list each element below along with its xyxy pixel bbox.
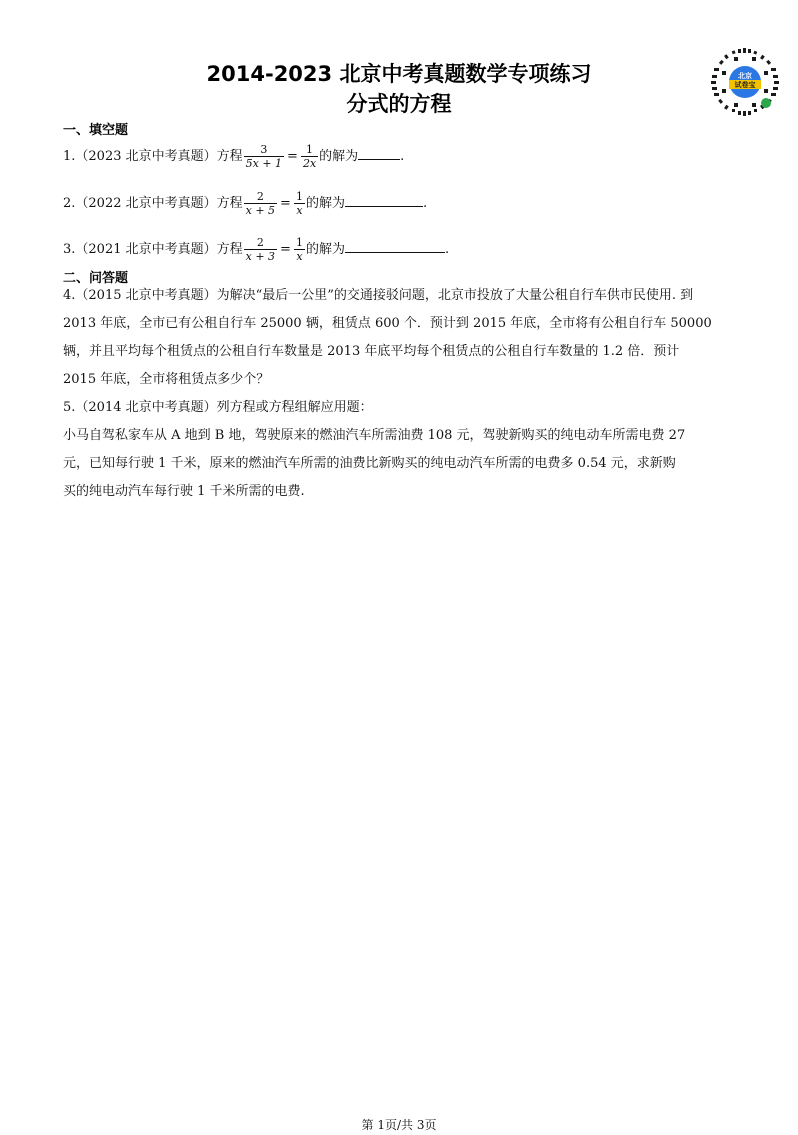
question-4-line: 4.（2015 北京中考真题）为解决“最后一公里”的交通接驳问题，北京市投放了大量公租自行车供市民使用. 到 <box>63 288 694 303</box>
question-5-line: 5.（2014 北京中考真题）列方程或方程组解应用题： <box>63 400 373 415</box>
question-1: 1.（2023 北京中考真题）方程 $\frac{3}{5x + 1}$ = $\frac{1}{2x}$ 的解为 . <box>63 143 405 170</box>
question-2: 2.（2022 北京中考真题）方程 $\frac{2}{x + 5}$ = $\frac{1}{x}$ 的解为 . <box>63 190 428 217</box>
qr-code-icon <box>710 47 780 117</box>
svg-text:试卷宝: 试卷宝 <box>734 81 756 89</box>
question-5-line: 小马自驾私家车从 A 地到 B 地，驾驶原来的燃油汽车所需油费 108 元，驾驶新购买的纯电动车所需电费 27 <box>63 428 686 443</box>
question-5-line: 元，已知每行驶 1 千米，原来的燃油汽车所需的油费比新购买的纯电动汽车所需的电费多 0.54 元，求新购 <box>63 456 676 471</box>
question-4 <box>63 282 733 394</box>
page-title-line2: 分式的方程 <box>346 92 452 116</box>
section-heading-fill-in: 一、填空题 <box>63 123 129 138</box>
answer-blank <box>345 194 423 207</box>
question-4-line: 2015 年底，全市将租赁点多少个？ <box>63 372 270 387</box>
question-5-line: 买的纯电动汽车每行驶 1 千米所需的电费. <box>63 484 305 499</box>
question-4-line: 2013 年底，全市已有公租自行车 25000 辆，租赁点 600 个．预计到 2015 年底，全市将有公租自行车 50000 <box>63 316 712 331</box>
question-5 <box>63 394 733 506</box>
question-4-line: 辆，并且平均每个租赁点的公租自行车数量是 2013 年底平均每个租赁点的公租自行车数量的 1.2 倍．预计 <box>63 344 680 359</box>
answer-blank <box>358 147 400 160</box>
section-heading-qa: 二、问答题 <box>63 271 129 286</box>
page-title-line1: 2014-2023 北京中考真题数学专项练习 <box>206 62 592 86</box>
question-3: 3.（2021 北京中考真题）方程 $\frac{2}{x + 3}$ = $\frac{1}{x}$ 的解为 . <box>63 236 450 263</box>
page-number: 第 1页/共 3页 <box>361 1118 437 1132</box>
answer-blank <box>345 240 445 253</box>
svg-text:北京: 北京 <box>738 72 752 80</box>
